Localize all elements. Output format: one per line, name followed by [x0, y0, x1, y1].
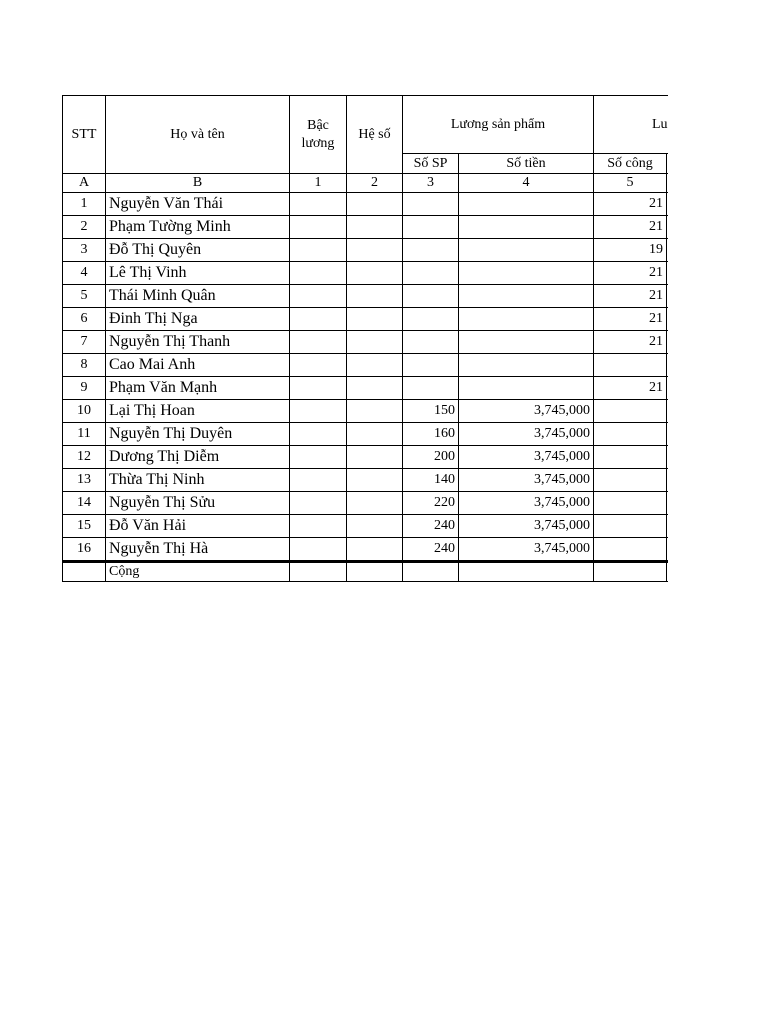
- qty-cell: [403, 239, 459, 262]
- employee-name-cell: Cao Mai Anh: [106, 354, 290, 377]
- column-code: A: [63, 174, 106, 193]
- blank-cell: [667, 515, 669, 538]
- coef-cell: [347, 216, 403, 239]
- blank-cell: [667, 216, 669, 239]
- blank-cell: [667, 377, 669, 400]
- employee-name-cell: Thái Minh Quân: [106, 285, 290, 308]
- amount-cell: 3,745,000: [459, 492, 594, 515]
- workdays-cell: 21: [594, 331, 667, 354]
- stt-cell: 12: [63, 446, 106, 469]
- qty-cell: [403, 285, 459, 308]
- total-cell: [459, 562, 594, 582]
- amount-cell: [459, 239, 594, 262]
- column-codes-row: [63, 174, 669, 193]
- workdays-cell: [594, 469, 667, 492]
- grade-cell: [290, 193, 347, 216]
- stt-cell: 8: [63, 354, 106, 377]
- amount-cell: [459, 377, 594, 400]
- workdays-cell: 21: [594, 262, 667, 285]
- qty-cell: [403, 354, 459, 377]
- blank-cell: [667, 492, 669, 515]
- qty-cell: 220: [403, 492, 459, 515]
- header-grade: [290, 96, 347, 174]
- header-name: Họ và tên: [106, 96, 290, 174]
- grade-cell: [290, 308, 347, 331]
- table-row: [63, 193, 669, 216]
- header-product-wage: Lương sản phẩm: [403, 96, 594, 154]
- amount-cell: 3,745,000: [459, 423, 594, 446]
- coef-cell: [347, 469, 403, 492]
- table-row: [63, 239, 669, 262]
- table-row: [63, 400, 669, 423]
- header-amount: Số tiền: [459, 154, 594, 174]
- amount-cell: 3,745,000: [459, 469, 594, 492]
- header-time-wage: Lu: [594, 96, 669, 154]
- grade-cell: [290, 492, 347, 515]
- coef-cell: [347, 354, 403, 377]
- total-label: Cộng: [106, 562, 290, 582]
- total-cell: [403, 562, 459, 582]
- grade-cell: [290, 400, 347, 423]
- employee-name-cell: Lê Thị Vinh: [106, 262, 290, 285]
- table-row: [63, 331, 669, 354]
- amount-cell: [459, 193, 594, 216]
- header-grade-line2: lương: [301, 135, 335, 151]
- table-row: [63, 446, 669, 469]
- workdays-cell: [594, 492, 667, 515]
- coef-cell: [347, 193, 403, 216]
- workdays-cell: [594, 423, 667, 446]
- total-cell: [667, 562, 669, 582]
- total-cell: [63, 562, 106, 582]
- stt-cell: 3: [63, 239, 106, 262]
- total-cell: [347, 562, 403, 582]
- employee-name-cell: Lại Thị Hoan: [106, 400, 290, 423]
- qty-cell: 200: [403, 446, 459, 469]
- amount-cell: [459, 308, 594, 331]
- workdays-cell: 21: [594, 377, 667, 400]
- amount-cell: 3,745,000: [459, 400, 594, 423]
- stt-cell: 13: [63, 469, 106, 492]
- payroll-table: [62, 95, 668, 582]
- employee-name-cell: Đinh Thị Nga: [106, 308, 290, 331]
- employee-name-cell: Phạm Tường Minh: [106, 216, 290, 239]
- workdays-cell: 21: [594, 216, 667, 239]
- grade-cell: [290, 239, 347, 262]
- qty-cell: [403, 331, 459, 354]
- coef-cell: [347, 285, 403, 308]
- table-row: [63, 538, 669, 562]
- total-cell: [594, 562, 667, 582]
- header-blank: [667, 154, 669, 174]
- column-code: 3: [403, 174, 459, 193]
- blank-cell: [667, 446, 669, 469]
- amount-cell: 3,745,000: [459, 446, 594, 469]
- employee-name-cell: Nguyễn Văn Thái: [106, 193, 290, 216]
- workdays-cell: 21: [594, 193, 667, 216]
- stt-cell: 5: [63, 285, 106, 308]
- total-cell: [290, 562, 347, 582]
- grade-cell: [290, 216, 347, 239]
- workdays-cell: [594, 446, 667, 469]
- workdays-cell: 19: [594, 239, 667, 262]
- employee-name-cell: Đỗ Thị Quyên: [106, 239, 290, 262]
- amount-cell: [459, 262, 594, 285]
- qty-cell: [403, 377, 459, 400]
- workdays-cell: [594, 515, 667, 538]
- grade-cell: [290, 354, 347, 377]
- header-workdays: Số công: [594, 154, 667, 174]
- blank-cell: [667, 262, 669, 285]
- workdays-cell: [594, 400, 667, 423]
- qty-cell: 240: [403, 515, 459, 538]
- blank-cell: [667, 331, 669, 354]
- column-code: 1: [290, 174, 347, 193]
- stt-cell: 14: [63, 492, 106, 515]
- amount-cell: 3,745,000: [459, 515, 594, 538]
- employee-name-cell: Nguyễn Thị Thanh: [106, 331, 290, 354]
- table-row: [63, 469, 669, 492]
- column-code: 4: [459, 174, 594, 193]
- qty-cell: 140: [403, 469, 459, 492]
- amount-cell: 3,745,000: [459, 538, 594, 562]
- qty-cell: 150: [403, 400, 459, 423]
- blank-cell: [667, 469, 669, 492]
- blank-cell: [667, 423, 669, 446]
- grade-cell: [290, 538, 347, 562]
- blank-cell: [667, 538, 669, 562]
- grade-cell: [290, 423, 347, 446]
- qty-cell: 160: [403, 423, 459, 446]
- stt-cell: 2: [63, 216, 106, 239]
- amount-cell: [459, 354, 594, 377]
- table-row: [63, 515, 669, 538]
- coef-cell: [347, 239, 403, 262]
- qty-cell: [403, 216, 459, 239]
- stt-cell: 10: [63, 400, 106, 423]
- workdays-cell: 21: [594, 285, 667, 308]
- qty-cell: [403, 262, 459, 285]
- grade-cell: [290, 469, 347, 492]
- header-grade-line1: Bậc: [307, 117, 329, 133]
- qty-cell: 240: [403, 538, 459, 562]
- employee-name-cell: Nguyễn Thị Sửu: [106, 492, 290, 515]
- table-row: [63, 492, 669, 515]
- stt-cell: 11: [63, 423, 106, 446]
- blank-cell: [667, 239, 669, 262]
- header-coef: Hệ số: [347, 96, 403, 174]
- grade-cell: [290, 446, 347, 469]
- header-qty: Số SP: [403, 154, 459, 174]
- coef-cell: [347, 515, 403, 538]
- stt-cell: 15: [63, 515, 106, 538]
- grade-cell: [290, 515, 347, 538]
- column-code-blank: [667, 174, 669, 193]
- grade-cell: [290, 331, 347, 354]
- coef-cell: [347, 538, 403, 562]
- employee-name-cell: Nguyễn Thị Duyên: [106, 423, 290, 446]
- qty-cell: [403, 308, 459, 331]
- stt-cell: 7: [63, 331, 106, 354]
- coef-cell: [347, 262, 403, 285]
- table-row: [63, 285, 669, 308]
- employee-name-cell: Đỗ Văn Hải: [106, 515, 290, 538]
- workdays-cell: 21: [594, 308, 667, 331]
- coef-cell: [347, 308, 403, 331]
- stt-cell: 6: [63, 308, 106, 331]
- total-row: [63, 562, 669, 582]
- table-row: [63, 377, 669, 400]
- qty-cell: [403, 193, 459, 216]
- coef-cell: [347, 492, 403, 515]
- table-row: [63, 308, 669, 331]
- employee-name-cell: Phạm Văn Mạnh: [106, 377, 290, 400]
- employee-name-cell: Thừa Thị Ninh: [106, 469, 290, 492]
- stt-cell: 9: [63, 377, 106, 400]
- amount-cell: [459, 216, 594, 239]
- stt-cell: 1: [63, 193, 106, 216]
- blank-cell: [667, 193, 669, 216]
- workdays-cell: [594, 538, 667, 562]
- grade-cell: [290, 285, 347, 308]
- payroll-sheet: [62, 95, 668, 590]
- column-code: 5: [594, 174, 667, 193]
- amount-cell: [459, 285, 594, 308]
- column-code: B: [106, 174, 290, 193]
- blank-cell: [667, 285, 669, 308]
- table-row: [63, 216, 669, 239]
- blank-cell: [667, 400, 669, 423]
- coef-cell: [347, 423, 403, 446]
- coef-cell: [347, 331, 403, 354]
- header-stt: STT: [63, 96, 106, 174]
- blank-cell: [667, 354, 669, 377]
- table-row: [63, 354, 669, 377]
- grade-cell: [290, 377, 347, 400]
- employee-name-cell: Nguyễn Thị Hà: [106, 538, 290, 562]
- workdays-cell: [594, 354, 667, 377]
- coef-cell: [347, 446, 403, 469]
- blank-cell: [667, 308, 669, 331]
- table-row: [63, 262, 669, 285]
- stt-cell: 4: [63, 262, 106, 285]
- coef-cell: [347, 400, 403, 423]
- coef-cell: [347, 377, 403, 400]
- column-code: 2: [347, 174, 403, 193]
- amount-cell: [459, 331, 594, 354]
- grade-cell: [290, 262, 347, 285]
- employee-name-cell: Dương Thị Diễm: [106, 446, 290, 469]
- table-row: [63, 423, 669, 446]
- stt-cell: 16: [63, 538, 106, 562]
